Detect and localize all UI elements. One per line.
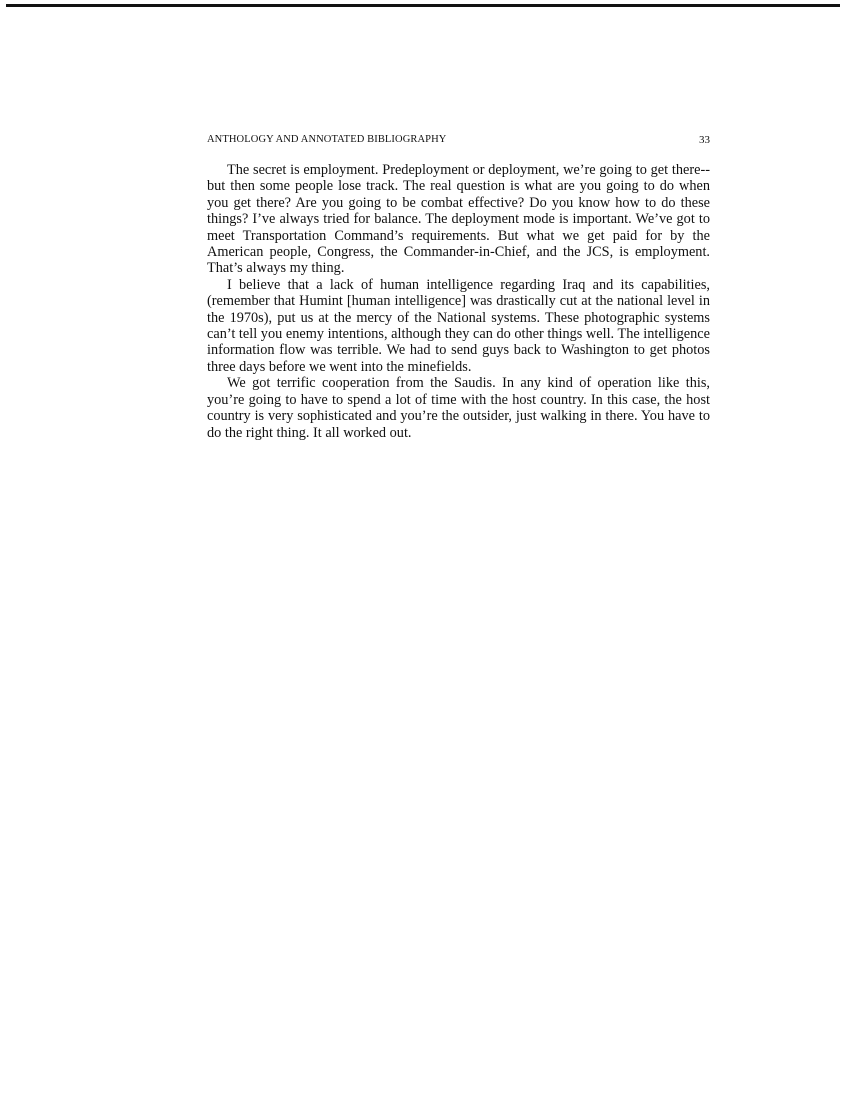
paragraph-employment: The secret is employment. Predeployment or deployment, we’re going to get there--but then some people lose track. The real question is what are you going to do when you get there? Are you going to be combat effective? Do you know how to do these things? I’ve always tried for balance. The deployment mode is important. We’ve got to meet Transportation Command’s requirements. But what we get paid for by the American people, Congress, the Commander-in-Chief, and the JCS, is employment. That’s always my thing. (207, 162, 710, 277)
paragraph-intelligence: I believe that a lack of human intelligence regarding Iraq and its capabilities, (remember that Humint [human intelligence] was drastically cut at the national level in the 1970s), put us at the mercy of the National systems. These photographic systems can’t tell you enemy intentions, although they can do other things well. The intelligence information flow was terrible. We had to send guys back to Washington to get photos three days before we went into the minefields. (207, 276, 710, 375)
page-number: 33 (699, 134, 710, 146)
running-head: ANTHOLOGY AND ANNOTATED BIBLIOGRAPHY (207, 134, 447, 145)
page-header (207, 134, 710, 150)
top-rule (6, 4, 840, 7)
body-text (207, 162, 710, 441)
paragraph-saudis: We got terrific cooperation from the Saudis. In any kind of operation like this, you’re going to have to spend a lot of time with the host country. In this case, the host country is very sophisticated and you’re the outsider, just walking in there. You have to do the right thing. It all worked out. (207, 375, 710, 441)
